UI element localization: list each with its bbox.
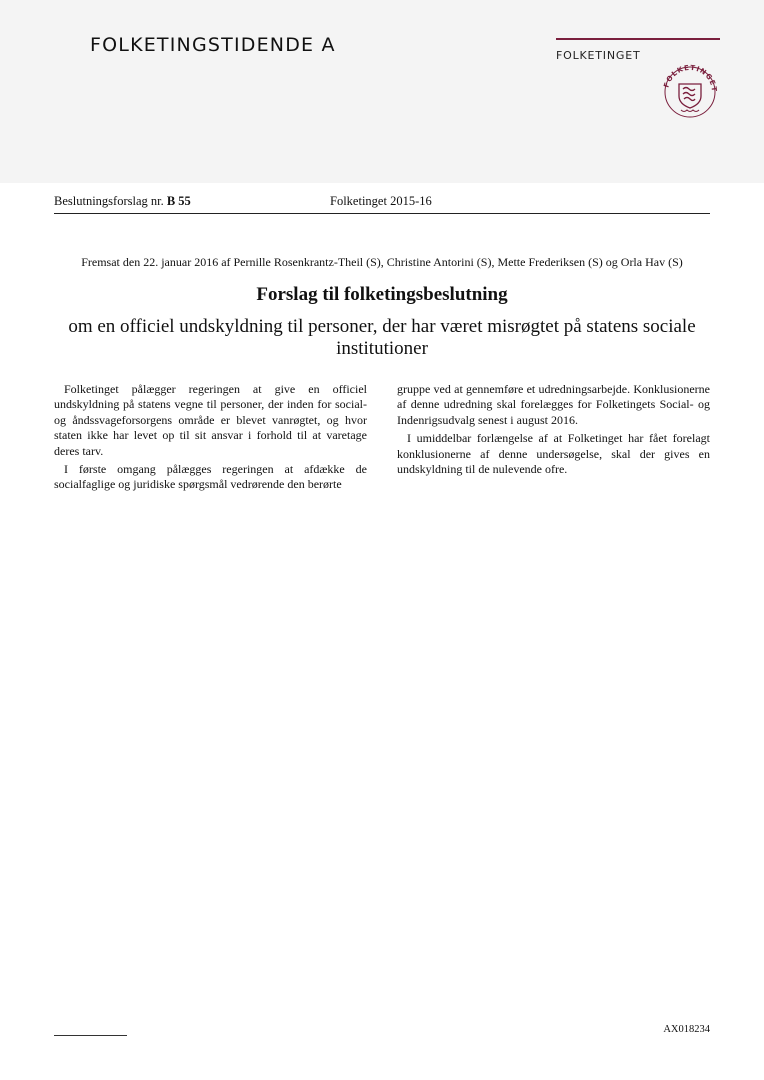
- org-accent-rule: [556, 38, 720, 40]
- body-column-left: [54, 382, 367, 496]
- session-label: Folketinget 2015-16: [330, 194, 432, 208]
- meta-divider: [54, 213, 710, 214]
- organization-name: FOLKETINGET: [556, 49, 641, 62]
- svg-text:FOLKETINGET: [662, 64, 718, 93]
- proposers-line: Fremsat den 22. januar 2016 af Pernille Rosenkrantz-Theil (S), Christine Antorini (S), Mette Frederiksen (S) og Orla Hav (S): [81, 255, 683, 269]
- folketinget-seal-logo: [658, 60, 722, 118]
- header-band: [0, 0, 764, 183]
- body-paragraph: I umiddelbar forlængelse af at Folketinget har fået forelagt konklusionerne af denne undersøgelse, skal der gives en undskyldning til de nulevende ofre.: [397, 431, 710, 477]
- body-paragraph: I første omgang pålægges regeringen at afdække de socialfaglige og juridiske spørgsmål vedrørende den berørte: [54, 462, 367, 492]
- body-paragraph: Folketinget pålægger regeringen at give en officiel undskyldning på statens vegne til personer, der inden for social- og åndssvageforsorgens område er blevet vanrøgtet, og hvor staten ikke har levet op til sit ansvar i forhold til at varetage deres tarv.: [54, 382, 367, 458]
- body-column-right: [397, 382, 710, 480]
- body-paragraph: gruppe ved at gennemføre et udredningsarbejde. Konklusionerne af denne udredning skal forelægges for Folketingets Social- og Indenrigsudvalg senest i august 2016.: [397, 382, 710, 427]
- seal-text: FOLKETINGET: [662, 63, 719, 93]
- document-subtitle: om en officiel undskyldning til personer, der har været misrøgtet på statens sociale institutioner: [68, 316, 696, 359]
- footnote-rule: [54, 1035, 127, 1036]
- publication-title: FOLKETINGSTIDENDE A: [90, 34, 336, 56]
- proposal-number: [54, 194, 191, 209]
- document-code: AX018234: [663, 1024, 710, 1035]
- proposal-number-value: B 55: [166, 194, 191, 208]
- proposal-prefix: Beslutningsforslag nr.: [54, 194, 167, 208]
- document-title: Forslag til folketingsbeslutning: [256, 284, 508, 305]
